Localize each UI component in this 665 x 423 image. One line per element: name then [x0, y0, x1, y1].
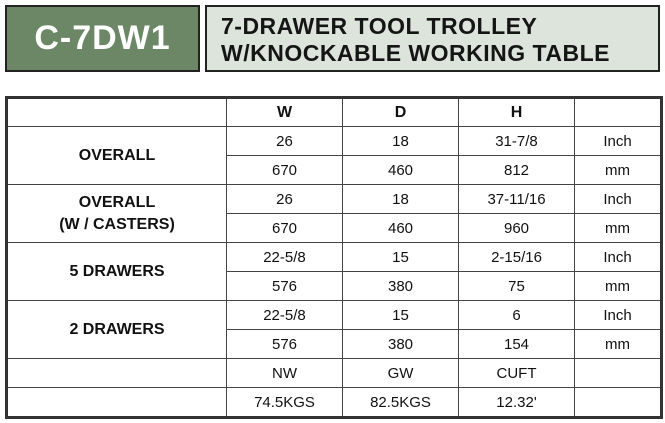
cell-unit: Inch	[575, 301, 662, 330]
header-gross-weight: GW	[343, 359, 459, 388]
cell-h: 154	[459, 330, 575, 359]
cell-h: 960	[459, 214, 575, 243]
row-label-5-drawers	[7, 243, 227, 301]
product-title-line1: 7-DRAWER TOOL TROLLEY	[221, 13, 538, 39]
header-height: H	[459, 98, 575, 127]
cell-w: 26	[227, 127, 343, 156]
header-width: W	[227, 98, 343, 127]
table-row	[7, 185, 662, 214]
row-label-text: 5 DRAWERS	[69, 262, 165, 280]
table-header-row	[7, 98, 662, 127]
cell-h: 37-11/16	[459, 185, 575, 214]
cell-h: 2-15/16	[459, 243, 575, 272]
header-net-weight: NW	[227, 359, 343, 388]
dimensions-table	[5, 96, 663, 419]
cell-d: 15	[343, 243, 459, 272]
weights-value-row	[7, 388, 662, 418]
weights-unit-blank	[575, 388, 662, 418]
cell-unit: mm	[575, 214, 662, 243]
row-label-overall-casters	[7, 185, 227, 243]
cell-d: 15	[343, 301, 459, 330]
header-blank	[7, 98, 227, 127]
cell-w: 670	[227, 156, 343, 185]
row-label-subtext: (W / CASTERS)	[59, 215, 175, 233]
cell-w: 22-5/8	[227, 301, 343, 330]
header-unit-blank	[575, 98, 662, 127]
header-depth: D	[343, 98, 459, 127]
cell-d: 18	[343, 185, 459, 214]
header-cubic-feet: CUFT	[459, 359, 575, 388]
gross-weight-value: 82.5KGS	[343, 388, 459, 418]
model-number: C-7DW1	[34, 19, 171, 57]
cell-w: 670	[227, 214, 343, 243]
row-label-overall	[7, 127, 227, 185]
cell-unit: mm	[575, 330, 662, 359]
table-row	[7, 243, 662, 272]
weights-label-blank	[7, 359, 227, 388]
table-row	[7, 301, 662, 330]
row-label-text: 2 DRAWERS	[69, 320, 165, 338]
table-row	[7, 127, 662, 156]
cell-w: 22-5/8	[227, 243, 343, 272]
cell-w: 26	[227, 185, 343, 214]
cell-d: 460	[343, 214, 459, 243]
weights-header-row	[7, 359, 662, 388]
cell-unit: mm	[575, 156, 662, 185]
cubic-feet-value: 12.32'	[459, 388, 575, 418]
product-title-line2: W/KNOCKABLE WORKING TABLE	[221, 40, 610, 66]
cell-unit: mm	[575, 272, 662, 301]
net-weight-value: 74.5KGS	[227, 388, 343, 418]
row-label-text: OVERALL	[78, 146, 156, 164]
cell-unit: Inch	[575, 243, 662, 272]
spec-header	[5, 5, 660, 72]
cell-d: 380	[343, 330, 459, 359]
cell-h: 812	[459, 156, 575, 185]
product-title-box	[205, 5, 660, 72]
cell-h: 6	[459, 301, 575, 330]
cell-unit: Inch	[575, 185, 662, 214]
cell-d: 18	[343, 127, 459, 156]
row-label-2-drawers	[7, 301, 227, 359]
weights-label-blank	[7, 388, 227, 418]
cell-d: 380	[343, 272, 459, 301]
model-badge	[5, 5, 200, 72]
cell-h: 75	[459, 272, 575, 301]
row-label-text: OVERALL	[78, 193, 156, 211]
cell-d: 460	[343, 156, 459, 185]
cell-unit: Inch	[575, 127, 662, 156]
weights-unit-blank	[575, 359, 662, 388]
cell-w: 576	[227, 330, 343, 359]
cell-h: 31-7/8	[459, 127, 575, 156]
cell-w: 576	[227, 272, 343, 301]
